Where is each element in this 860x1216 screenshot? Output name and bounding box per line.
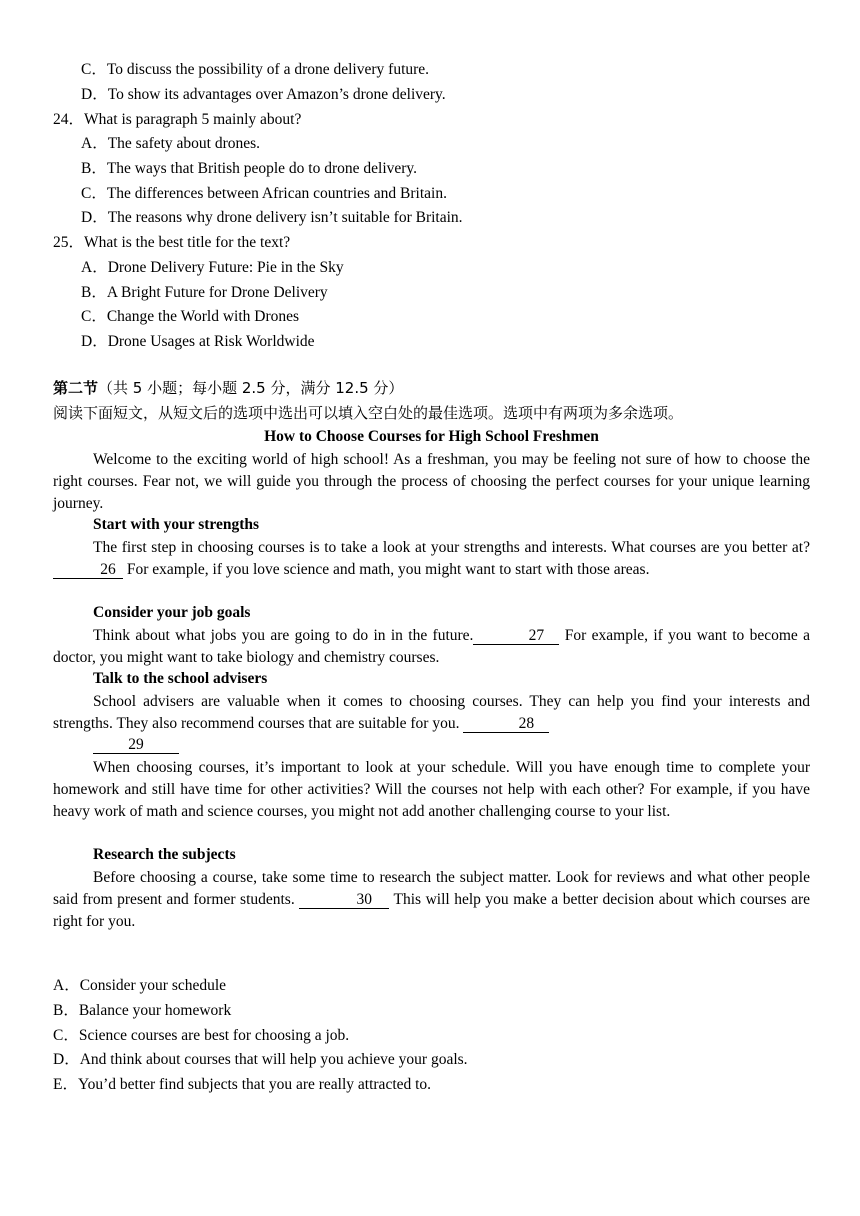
heading-advisers: Talk to the school advisers [93, 670, 268, 687]
blank-29-line [93, 735, 179, 755]
section-instruction: 阅读下面短文，从短文后的选项中选出可以填入空白处的最佳选项。选项中有两项为多余选项。 [53, 404, 684, 422]
p2-text-a: Think about what jobs you are going to do in in the future. [93, 627, 474, 644]
q24-stem: 24．What is paragraph 5 mainly about? [53, 111, 302, 128]
q24-option-d: D．The reasons why drone delivery isn’t suitable for Britain. [81, 209, 463, 226]
section-header [53, 378, 403, 398]
heading-job-goals: Consider your job goals [93, 604, 251, 621]
q23-option-c: C．To discuss the possibility of a drone delivery future. [81, 61, 430, 78]
q25-option-d: D．Drone Usages at Risk Worldwide [81, 333, 315, 350]
p3-text-a: School advisers are valuable when it comes to choosing courses. They can help you find your interests and strengths. They also recommend courses that are suitable for you. [53, 693, 810, 732]
choice-e: E．You’d better find subjects that you are really attracted to. [53, 1076, 432, 1093]
q25-option-c: C．Change the World with Drones [81, 308, 300, 325]
passage-title: How to Choose Courses for High School Freshmen [264, 428, 599, 445]
p1-text-b: For example, if you love science and math, you might want to start with those areas. [126, 561, 650, 578]
q24-option-b: B．The ways that British people do to drone delivery. [81, 160, 418, 177]
q24-option-c: C．The differences between African countries and Britain. [81, 185, 447, 202]
intro-text: Welcome to the exciting world of high school! As a freshman, you may be feeling not sure of how to choose the right courses. Fear not, we will guide you through the process of choosing the perfect courses for your unique learning journey. [53, 451, 810, 512]
section-info: （共 5 小题；每小题 2.5 分，满分 12.5 分） [98, 379, 404, 397]
p2-text-b: For example, if you want to become a doctor, you might want to take biology and chemistry courses. [53, 627, 810, 666]
blank-26[interactable]: 26 [53, 561, 123, 579]
q25-stem: 25．What is the best title for the text? [53, 234, 291, 251]
blank-28[interactable]: 28 [463, 715, 549, 733]
blank-27[interactable]: 27 [473, 627, 559, 645]
q24-option-a: A．The safety about drones. [81, 135, 261, 152]
p1-text-a: The first step in choosing courses is to take a look at your strengths and interests. What courses are you better at? [93, 539, 810, 556]
choice-c: C．Science courses are best for choosing a job. [53, 1027, 350, 1044]
p5-text-b: This will help you make a better decision about which courses are right for you. [53, 891, 810, 930]
heading-strengths: Start with your strengths [93, 516, 260, 533]
q25-option-b: B．A Bright Future for Drone Delivery [81, 284, 328, 301]
p5-text-a: Before choosing a course, take some time to research the subject matter. Look for reviews and what other people said from present and former students. [53, 869, 810, 908]
choice-d: D．And think about courses that will help you achieve your goals. [53, 1051, 468, 1068]
section-label: 第二节 [53, 379, 99, 397]
blank-29[interactable]: 29 [93, 736, 179, 754]
paragraph-advisers [53, 691, 810, 735]
paragraph-schedule [53, 757, 810, 823]
paragraph-strengths [53, 537, 810, 581]
blank-30[interactable]: 30 [299, 891, 389, 909]
q23-option-d: D．To show its advantages over Amazon’s drone delivery. [81, 86, 446, 103]
q25-option-a: A．Drone Delivery Future: Pie in the Sky [81, 259, 344, 276]
choice-a: A．Consider your schedule [53, 977, 227, 994]
paragraph-research [53, 867, 810, 933]
p4-text: When choosing courses, it’s important to look at your schedule. Will you have enough time to complete your homework and still have time for other activities? Will the courses not help with each other? For example, if you have heavy work of math and science courses, you might not add another challenging course to your list. [53, 759, 810, 820]
heading-research: Research the subjects [93, 846, 236, 863]
paragraph-job-goals [53, 625, 810, 669]
choice-b: B．Balance your homework [53, 1002, 232, 1019]
passage-intro [53, 449, 810, 515]
